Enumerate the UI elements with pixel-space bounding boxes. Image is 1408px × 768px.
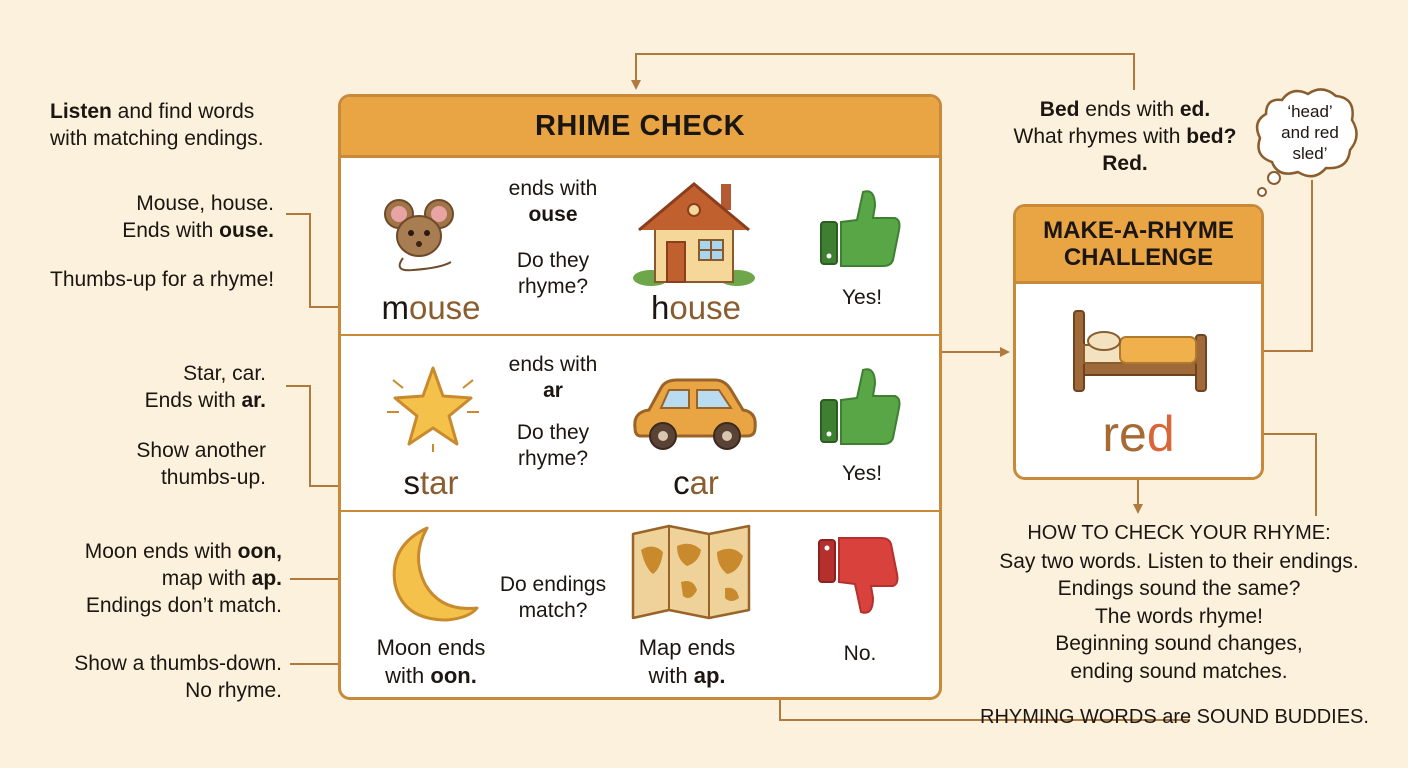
word-house-pre: h [651,289,670,326]
intro-line-2: with matching endings. [50,127,264,150]
ending-ar: ar [543,379,563,402]
moon-note-2a: map with [161,567,252,590]
house-icon [631,178,757,288]
bubble-line-3: sled’ [1292,144,1328,163]
challenge-title-1: MAKE-A-RHYME [1043,217,1234,244]
car-icon [627,376,761,454]
answer-1: Yes! [841,286,883,309]
down-note-2: No rhyme. [185,679,282,702]
mouse-note-2b: ouse. [219,219,274,242]
how-to-line: Endings sound the same? [1057,577,1301,600]
bed-icon [1070,307,1210,397]
bubble-text [1264,101,1356,164]
map-caption [617,634,757,690]
question-3-l1: Do endings [499,573,607,596]
star-note-4: thumbs-up. [160,466,266,489]
how-to-line: The words rhyme! [1094,604,1264,628]
question-3-l2: match? [518,599,588,622]
intro-line-1: and find words [111,100,255,123]
moon-caption [361,634,501,690]
footer-text: RHYMING WORDS are SOUND BUDDIES. [980,706,1369,728]
word-star-pre: s [403,464,420,501]
word-car-end: ar [689,464,719,501]
ending-ouse: ouse [528,203,578,226]
question-1 [491,248,615,300]
intro-bold: Listen [50,100,112,123]
word-car [621,464,771,502]
answer-3: No. [843,642,877,665]
map-caption-1: Map ends [638,635,736,660]
how-to-check [984,520,1374,685]
word-car-pre: c [673,464,690,501]
intro-note [50,98,330,152]
bed-note-1a: Bed [1039,98,1080,121]
star-note-2b: ar. [241,389,266,412]
moon-note-1a: Moon ends with [84,540,238,563]
moon-note-3: Endings don’t match. [85,594,282,617]
star-note-3: Show another [136,439,266,462]
bubble-line-1: ‘head’ [1287,102,1333,121]
mouse-icon [383,196,455,276]
how-to-line: Beginning sound changes, [1055,632,1303,655]
moon-caption-2b: oon. [430,663,477,688]
rhyme-check-panel [338,94,942,700]
word-mouse-pre: m [381,289,409,326]
down-note-1: Show a thumbs-down. [74,652,282,675]
bed-note-1b: ends with [1079,98,1180,121]
star-icon [385,362,481,452]
word-mouse-end: ouse [408,289,481,326]
moon-icon [387,524,481,624]
map-caption-2a: with [648,663,694,688]
moon-caption-2a: with [385,663,431,688]
moon-note-2b: ap. [251,567,282,590]
mouse-thumbs-note: Thumbs-up for a rhyme! [50,268,275,291]
ends-with-2: ends with [508,353,598,376]
rhyme-row-moon [341,512,939,694]
bed-note-2b: bed? [1186,125,1237,148]
bed-note-2a: What rhymes with [1013,125,1187,148]
moon-note [20,538,282,619]
star-note-1: Star, car. [183,362,266,385]
word-red-d: d [1146,406,1175,462]
bed-note-1c: ed. [1179,98,1211,121]
how-to-line: ending sound matches. [1070,659,1288,683]
word-house [621,289,771,327]
thumbs-up-icon [819,364,901,448]
how-to-line: Say two words. Listen to their endings. [999,549,1359,573]
word-mouse [361,289,501,327]
rhyme-row-mouse [341,158,939,336]
word-star-end: tar [419,464,459,501]
word-red-re: re [1102,406,1147,462]
arrow-top-loop [636,54,1134,90]
thumbs-up-icon [819,186,901,270]
panel-title: RHIME CHECK [341,97,939,158]
bed-note-3: Red. [1102,152,1148,175]
moon-note-1b: oon, [237,540,282,563]
mouse-note [60,190,274,244]
bed-note [990,96,1260,177]
map-icon [631,524,751,622]
question-1-l1: Do they [516,249,590,272]
mouse-note-2a: Ends with [122,219,220,242]
question-1-l2: rhyme? [517,275,589,298]
mouse-note-1: Mouse, house. [136,192,274,215]
word-star [361,464,501,502]
thumbs-down-note [20,650,282,704]
connector-text-2 [491,352,615,404]
star-note [60,360,266,414]
ends-with-1: ends with [508,177,598,200]
word-red [1016,405,1261,463]
question-2-l2: rhyme? [517,447,589,470]
moon-caption-1: Moon ends [376,635,486,660]
how-to-heading: HOW TO CHECK YOUR RHYME: [1027,522,1331,544]
question-2 [491,420,615,472]
make-a-rhyme-box [1013,204,1264,480]
thumbs-down-icon [817,536,901,620]
star-note-2a: Ends with [144,389,242,412]
challenge-title-2: CHALLENGE [1063,244,1214,271]
answer-2: Yes! [841,462,883,485]
star-thumbs-note [60,437,266,491]
rhyme-row-star [341,336,939,512]
map-caption-2b: ap. [693,663,726,688]
bubble-line-2: and red [1281,123,1339,142]
question-2-l1: Do they [516,421,590,444]
question-3 [487,572,619,624]
word-house-end: ouse [669,289,741,326]
challenge-title [1016,207,1261,284]
connector-text-1 [491,176,615,228]
